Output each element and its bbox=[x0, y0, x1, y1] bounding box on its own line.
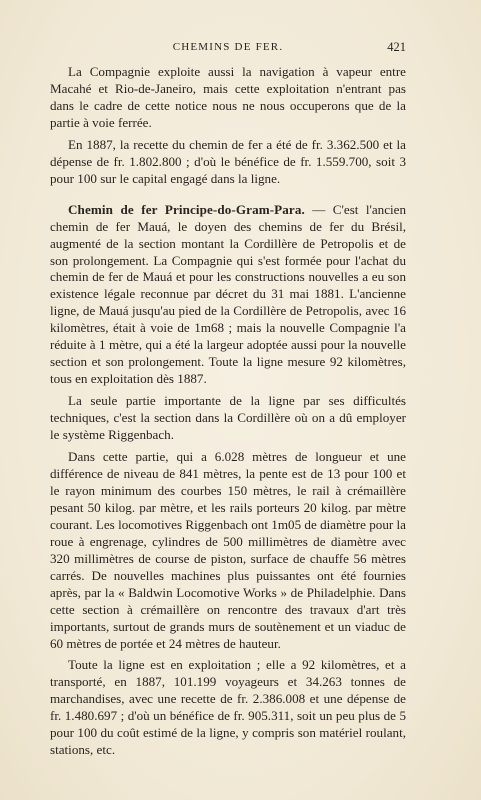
paragraph bbox=[50, 137, 406, 188]
paragraph bbox=[50, 64, 406, 132]
paragraph bbox=[50, 449, 406, 652]
body-text bbox=[50, 64, 406, 764]
page-header bbox=[50, 40, 406, 56]
running-title: CHEMINS DE FER. bbox=[172, 41, 284, 53]
paragraph-text: La seule partie importante de la ligne par ses difficultés techniques, c'est la section dans la Cordillère où on a dû employer le système Riggenbach. bbox=[50, 393, 406, 443]
paragraph bbox=[50, 657, 406, 759]
paragraph-text: Dans cette partie, qui a 6.028 mètres de longueur et une différence de niveau de 841 mètres, la pente est de 13 pour 100 et le rayon minimum des courbes 150 mètres, le rail à crémaillère pesant 50 kilog. par mètre, et les rails porteurs 20 kilog. par mètre courant. Les locomotives Riggenbach ont 1m05 de diamètre pour la roue à engrenage, cylindres de 500 millimètres de diamètre avec 320 millimètres de course de piston, surface de chauffe 56 mètres carrés. De nouvelles machines plus puissantes ont été fournies après, par la « Baldwin Locomotive Works » de Philadelphie. Dans cette section à crémaillère on rencontre des travaux d'art très importants, surtout de grands murs de soutènement et un viaduc de 60 mètres de portée et 24 mètres de hauteur. bbox=[50, 449, 406, 651]
paragraph-text: En 1887, la recette du chemin de fer a été de fr. 3.362.500 et la dépense de fr. 1.802.800 ; d'où le bénéfice de fr. 1.559.700, soit 3 pour 100 sur le capital engagé dans la ligne. bbox=[50, 136, 406, 186]
page-number: 421 bbox=[387, 40, 406, 54]
paragraph-text: — C'est l'ancien chemin de fer Mauá, le doyen des chemins de fer du Brésil, augmenté de la section montant la Cordillère de Petropolis et de son prolongement. La Compagnie qui s'est formée pour l'achat du chemin de fer de Mauá et pour les constructions nouvelles a eu son existence légale reconnue par décret du 31 mai 1881. L'ancienne ligne, de Mauá jusqu'au pied de la Cordillère de Petropolis, avec 16 kilomètres, était à voie de 1m68 ; mais la nouvelle Compagnie l'a réduite à 1 mètre, qui a été la largeur adoptée aussi pour la nouvelle section et son prolongement. Toute la ligne mesure 92 kilomètres, tous en exploitation dès 1887. bbox=[50, 201, 407, 387]
paragraph bbox=[50, 393, 406, 444]
section-paragraph bbox=[50, 202, 406, 388]
paragraph-text: La Compagnie exploite aussi la navigation à vapeur entre Macahé et Rio-de-Janeiro, mais cette exploitation n'entrant pas dans le cadre de cette notice nous ne nous occuperons que de la partie à voie ferrée. bbox=[50, 64, 406, 130]
section-title: Chemin de fer Principe-do-Gram-Para. bbox=[68, 201, 305, 217]
paragraph-text: Toute la ligne est en exploitation ; elle a 92 kilomètres, et a transporté, en 1887, 101.199 voyageurs et 34.263 tonnes de marchandises, avec une recette de fr. 2.386.008 et une dépense de fr. 1.480.697 ; d'où un bénéfice de fr. 905.311, soit un peu plus de 5 pour 100 du coût estimé de la ligne, y compris son matériel roulant, stations, etc. bbox=[50, 657, 406, 758]
